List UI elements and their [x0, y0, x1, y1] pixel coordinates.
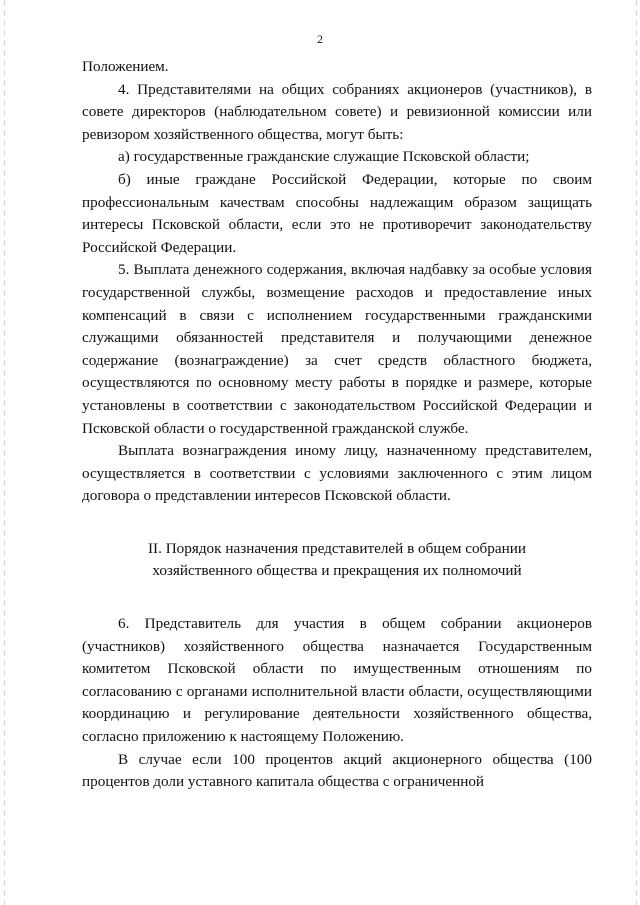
paragraph-continuation: Положением.: [82, 58, 169, 75]
paragraph-item-4b: б) иные граждане Российской Федерации, которые по своим профессиональным качествам способны надлежащим образом защищать интересы Псковской области, если это не противоречит законодательству Российской Федерации.: [82, 170, 592, 256]
scan-edge-left: [4, 0, 5, 905]
paragraph-item-5-remuneration: Выплата вознаграждения иному лицу, назначенному представителем, осуществляется в соответствии с условиями заключенного с этим лицом договора о представлении интересов Псковской области.: [82, 442, 592, 505]
scan-edge-right: [636, 0, 637, 905]
paragraph-item-4a: а) государственные гражданские служащие Псковской области;: [118, 148, 530, 166]
section-heading: II. Порядок назначения представителей в общем собрании хозяйственного общества и прекращения их полномочий: [147, 539, 527, 580]
document-body: [82, 56, 592, 794]
paragraph-item-6-continued: В случае если 100 процентов акций акционерного общества (100 процентов доли уставного капитала общества с ограниченной: [82, 750, 592, 791]
paragraph-item-4: 4. Представителями на общих собраниях акционеров (участников), в совете директоров (наблюдательном совете) и ревизионной комиссии или ревизором хозяйственного общества, могут быть:: [82, 80, 592, 143]
paragraph-item-5: 5. Выплата денежного содержания, включая надбавку за особые условия государственной службы, возмещение расходов и предоставление иных компенсаций в связи с исполнением государственными гражданскими служащими обязанностей представителя и получающими денежное содержание (вознаграждение) за счет средств областного бюджета, осуществляются по основному месту работы в порядке и размере, которые установлены в соответствии с законодательством Российской Федерации и Псковской области о государственной гражданской службе.: [82, 261, 592, 437]
paragraph-item-6: 6. Представитель для участия в общем собрании акционеров (участников) хозяйственного общества назначается Государственным комитетом Псковской области по имущественным отношениям по согласованию с органами исполнительной власти области, осуществляющими координацию и регулирование деятельности хозяйственного общества, согласно приложению к настоящему Положению.: [82, 615, 592, 746]
page-number: 2: [317, 32, 323, 46]
